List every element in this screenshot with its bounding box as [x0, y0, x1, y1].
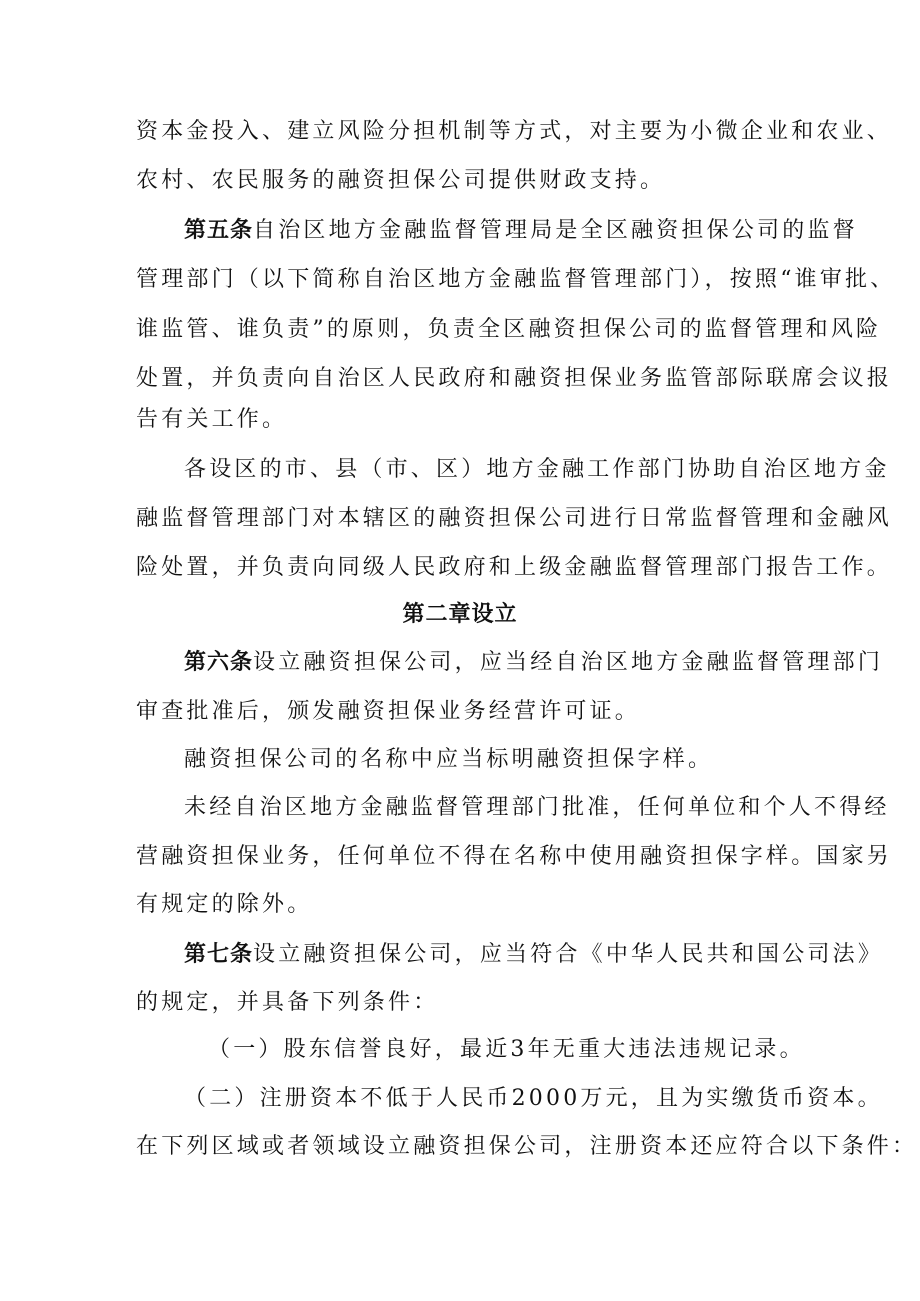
paragraph-line: 管理部门（以下简称自治区地方金融监督管理部门），按照“谁审批、 — [136, 267, 896, 292]
paragraph-line: 融监督管理部门对本辖区的融资担保公司进行日常监督管理和金融风 — [136, 506, 893, 531]
paragraph-line: 有规定的除外。 — [136, 892, 313, 917]
paragraph-line: 审查批准后，颁发融资担保业务经营许可证。 — [136, 699, 641, 724]
article-text: 自治区地方金融监督管理局是全区融资担保公司的监督 — [253, 218, 858, 243]
list-item: （二）注册资本不低于人民币2000万元，且为实缴货币资本。 — [184, 1086, 883, 1111]
article-number: 第五条 — [184, 218, 254, 243]
paragraph-line: 险处置，并负责向同级人民政府和上级金融监督管理部门报告工作。 — [136, 555, 893, 580]
article-6-first-line — [184, 648, 884, 678]
paragraph-line: 处置，并负责向自治区人民政府和融资担保业务监管部际联席会议报 — [136, 366, 893, 391]
paragraph-line: 融资担保公司的名称中应当标明融资担保字样。 — [184, 747, 714, 772]
paragraph-line: 资本金投入、建立风险分担机制等方式，对主要为小微企业和农业、 — [136, 119, 893, 144]
article-text: 设立融资担保公司，应当经自治区地方金融监督管理部门 — [253, 650, 884, 675]
paragraph-line: 营融资担保业务，任何单位不得在名称中使用融资担保字样。国家另 — [136, 844, 893, 869]
paragraph-line: 在下列区域或者领域设立融资担保公司，注册资本还应符合以下条件： — [136, 1134, 918, 1159]
article-7-first-line — [184, 940, 884, 970]
paragraph-line: 告有关工作。 — [136, 407, 288, 432]
article-text: 设立融资担保公司，应当符合《中华人民共和国公司法》 — [253, 942, 884, 967]
article-5-first-line — [184, 216, 858, 246]
article-number: 第六条 — [184, 650, 254, 675]
chapter-title: 第二章设立 — [402, 602, 518, 627]
paragraph-line: 的规定，并具备下列条件： — [136, 990, 439, 1015]
paragraph-line: 农村、农民服务的融资担保公司提供财政支持。 — [136, 168, 666, 193]
paragraph-line: 各设区的市、县（市、区）地方金融工作部门协助自治区地方金 — [184, 457, 890, 482]
list-item: （一）股东信誉良好，最近3年无重大违法违规记录。 — [208, 1037, 805, 1062]
paragraph-line: 谁监管、谁负责”的原则，负责全区融资担保公司的监督管理和风险 — [136, 317, 882, 342]
article-number: 第七条 — [184, 942, 254, 967]
paragraph-line: 未经自治区地方金融监督管理部门批准，任何单位和个人不得经 — [184, 795, 890, 820]
